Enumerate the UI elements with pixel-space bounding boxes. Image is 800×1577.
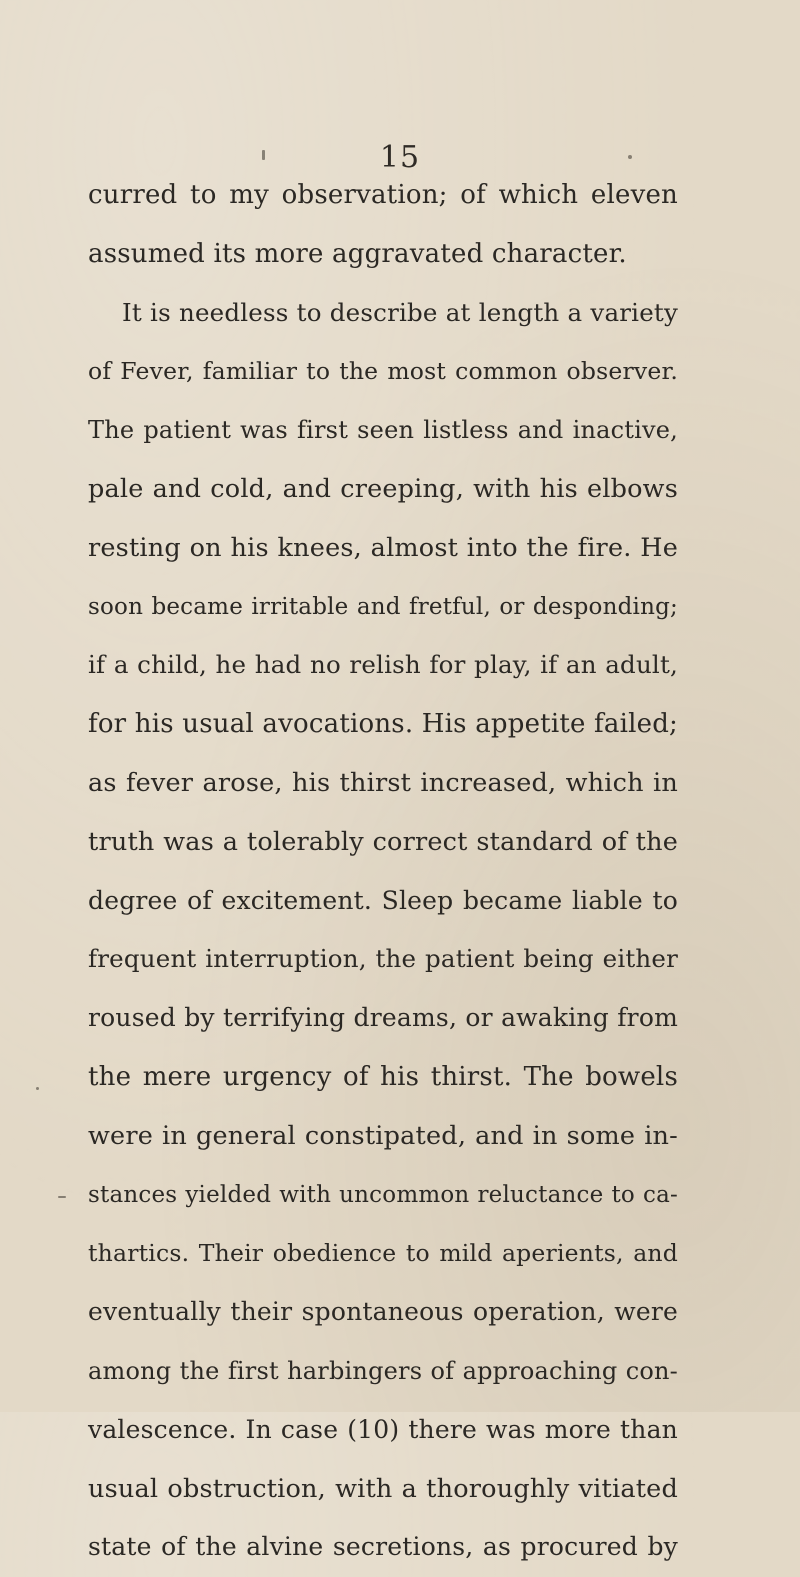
print-speck [262,150,265,160]
text-line: thartics. Their obedience to mild aperients, and [88,1239,678,1268]
text-line: usual obstruction, with a thoroughly vitiated [88,1473,678,1504]
text-line: degree of excitement. Sleep became liable to [88,885,678,915]
text-line: if a child, he had no relish for play, if an adult, [88,650,678,680]
print-speck [36,1087,39,1090]
text-line: valescence. In case (10) there was more than [88,1414,678,1444]
text-line: roused by terrifying dreams, or awaking from [88,1003,678,1033]
text-line: among the first harbingers of approaching con- [88,1356,678,1385]
text-line: assumed its more aggravated character. [88,238,627,269]
text-line: The patient was first seen listless and inactive, [88,416,678,445]
text-line: stances yielded with uncommon reluctance to ca- [88,1181,678,1208]
text-line: as fever arose, his thirst increased, which in [88,767,678,798]
text-line: curred to my observation; of which eleven [88,180,678,210]
text-line: for his usual avocations. His appetite failed; [88,709,678,740]
text-line: pale and cold, and creeping, with his elbows [88,473,678,504]
page-number: 15 [379,140,421,175]
text-line: It is needless to describe at length a variety [122,297,678,327]
print-speck [628,155,632,159]
print-speck [58,1196,66,1198]
text-line: resting on his knees, almost into the fire. He [88,532,678,563]
text-line: eventually their spontaneous operation, were [88,1297,678,1327]
text-line: truth was a tolerably correct standard of the [88,826,678,857]
text-line: were in general constipated, and in some in- [88,1120,678,1151]
body-text [88,166,678,1577]
text-line: frequent interruption, the patient being either [88,944,678,974]
text-line: of Fever, familiar to the most common observer. [88,357,678,386]
text-line: the mere urgency of his thirst. The bowels [88,1061,678,1092]
text-line: state of the alvine secretions, as procured by [88,1532,678,1562]
text-line: soon became irritable and fretful, or desponding; [88,593,678,620]
